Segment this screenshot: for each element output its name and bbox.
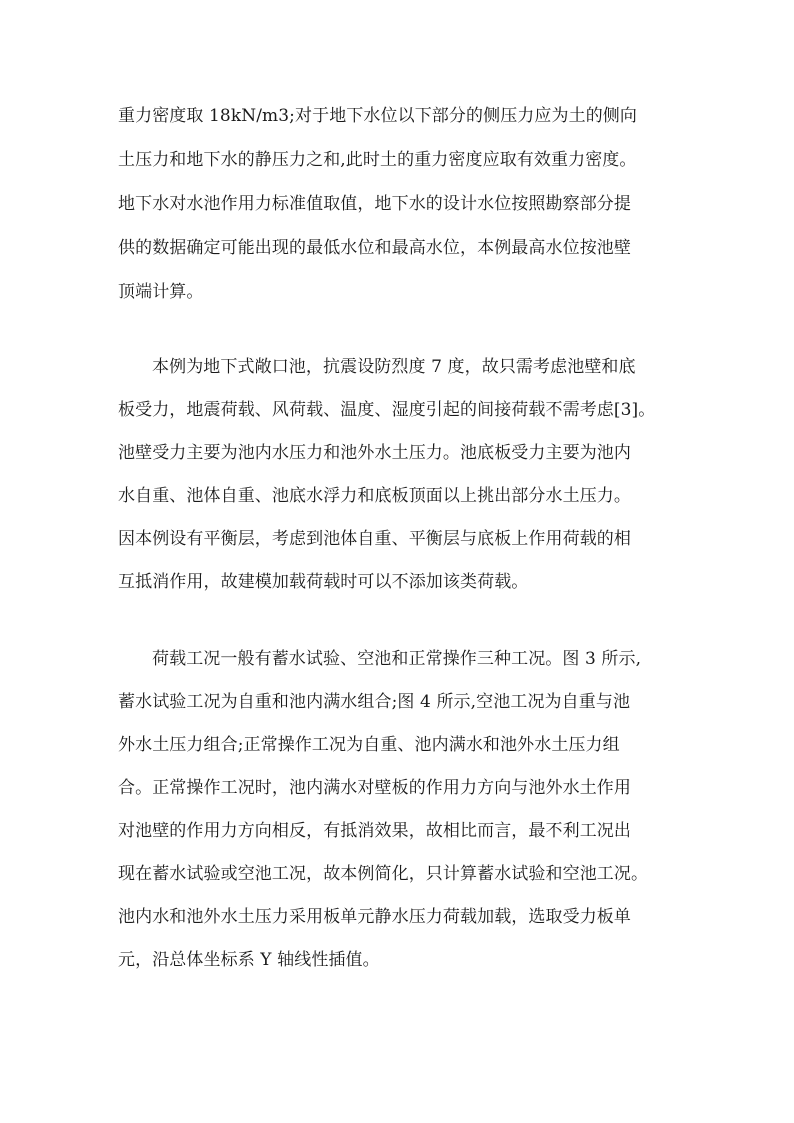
text-line: 池内水和池外水土压力采用板单元静水压力荷载加载，选取受力板单 <box>118 907 631 927</box>
text-line: 地下水对水池作用力标准值取值，地下水的设计水位按照勘察部分提 <box>118 194 631 214</box>
text-line: 对池壁的作用力方向相反，有抵消效果，故相比而言，最不利工况出 <box>118 821 631 841</box>
text-line: 元，沿总体坐标系 Y 轴线性插值。 <box>118 950 380 970</box>
text-line: 重力密度取 18kN/m3;对于地下水位以下部分的侧压力应为土的侧向 <box>118 106 638 126</box>
text-line: 现在蓄水试验或空池工况，故本例简化，只计算蓄水试验和空池工况。 <box>118 864 649 884</box>
text-line: 土压力和地下水的静压力之和,此时土的重力密度应取有效重力密度。 <box>118 150 637 170</box>
text-line: 外水土压力组合;正常操作工况为自重、池内满水和池外水土压力组 <box>118 735 620 755</box>
text-line: 荷载工况一般有蓄水试验、空池和正常操作三种工况。图 3 所示, <box>152 649 642 669</box>
text-line: 池壁受力主要为池内水压力和池外水土压力。池底板受力主要为池内 <box>118 443 631 463</box>
text-line: 供的数据确定可能出现的最低水位和最高水位，本例最高水位按池壁 <box>118 238 631 258</box>
text-line: 互抵消作用，故建模加载荷载时可以不添加该类荷载。 <box>118 572 529 592</box>
text-line: 水自重、池体自重、池底水浮力和底板顶面以上挑出部分水土压力。 <box>118 486 631 506</box>
text-line: 板受力，地震荷载、风荷载、温度、湿度引起的间接荷载不需考虑[3]。 <box>118 400 656 420</box>
text-line: 本例为地下式敞口池，抗震设防烈度 7 度，故只需考虑池壁和底 <box>152 357 636 377</box>
text-line: 蓄水试验工况为自重和池内满水组合;图 4 所示,空池工况为自重与池 <box>118 692 631 712</box>
text-line: 合。正常操作工况时，池内满水对壁板的作用力方向与池外水土作用 <box>118 778 631 798</box>
text-line: 因本例设有平衡层，考虑到池体自重、平衡层与底板上作用荷载的相 <box>118 529 631 549</box>
text-line: 顶端计算。 <box>118 282 204 302</box>
